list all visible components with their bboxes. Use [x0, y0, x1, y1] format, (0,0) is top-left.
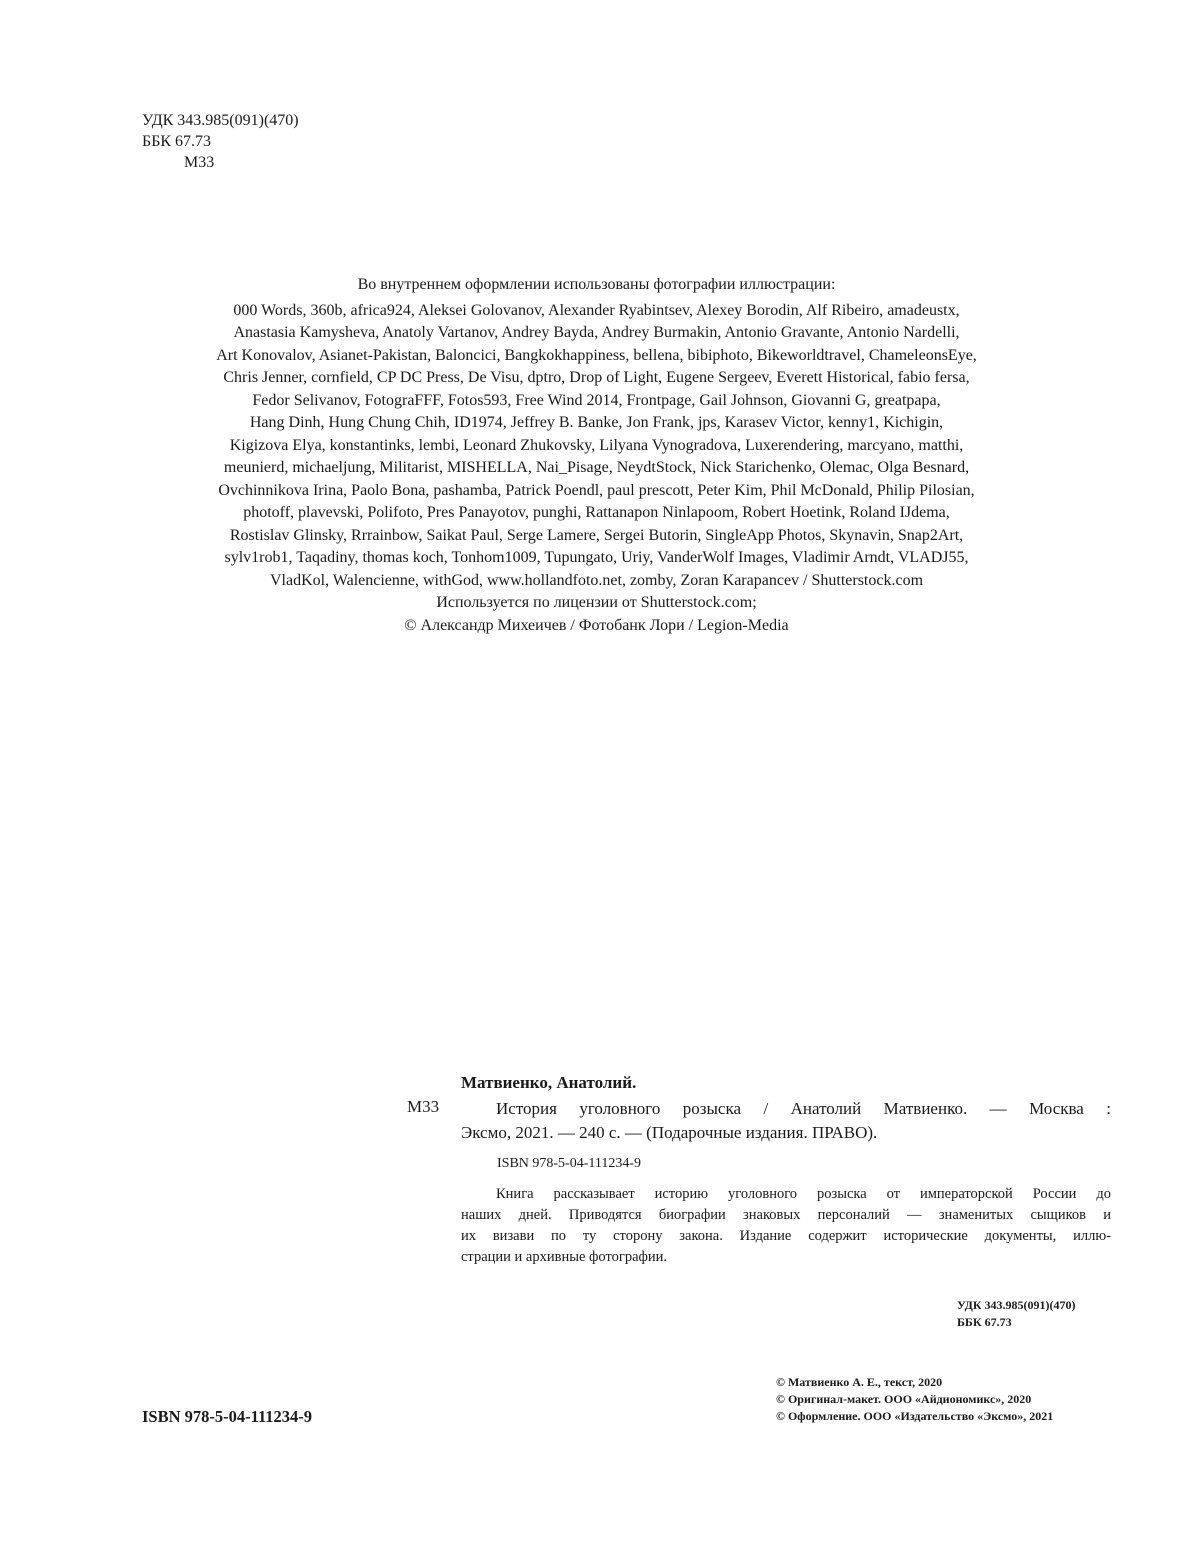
catalog-isbn: ISBN 978-5-04-111234-9 [497, 1156, 642, 1171]
photo-credits [150, 274, 1043, 637]
credits-license: Используется по лицензии от Shutterstock.com; [436, 594, 757, 611]
credits-line: Ovchinnikova Irina, Paolo Bona, pashamba, Patrick Poendl, paul prescott, Peter Kim, Phil McDonald, Philip Pilosian, [218, 481, 975, 499]
abstract-line: наших дней. Приводятся биографии знаковых персоналий — знаменитых сыщиков и [461, 1207, 1111, 1223]
header-author-code: М33 [184, 154, 215, 171]
abstract-line: Книга рассказывает историю уголовного розыска от императорской России до [496, 1186, 1111, 1202]
abstract-line: страции и архивные фотографии. [461, 1249, 668, 1265]
credits-line: meunierd, michaeljung, Militarist, MISHELLA, Nai_Pisage, NeydtStock, Nick Starichenko, Olemac, Olga Besnard, [223, 459, 970, 476]
catalog-udk: УДК 343.985(091)(470) [957, 1298, 1076, 1312]
catalog-classification [957, 1297, 1076, 1331]
credits-line: Chris Jenner, cornfield, CP DC Press, De Visu, dptro, Drop of Light, Eugene Sergeev, Everett Historical, fabio fersa, [223, 369, 970, 386]
credits-line: Rostislav Glinsky, Rrrainbow, Saikat Paul, Serge Lamere, Sergei Butorin, SingleApp Photos, Skynavin, Snap2Art, [229, 526, 964, 544]
header-udk: УДК 343.985(091)(470) [142, 112, 299, 129]
credits-copyright: © Александр Михеичев / Фотобанк Лори / Legion-Media [404, 616, 789, 634]
footer-copyrights [776, 1374, 1053, 1425]
credits-line: photoff, plavevski, Polifoto, Pres Panayotov, punghi, Rattanapon Ninlapoom, Robert Hoetink, Roland IJdema, [243, 504, 950, 521]
credits-line: Hang Dinh, Hung Chung Chih, ID1974, Jeffrey B. Banke, Jon Frank, jps, Karasev Victor, kenny1, Kichigin, [249, 414, 944, 431]
copyright-line: © Оригинал-макет. ООО «Айдиономикс», 2020 [776, 1392, 1032, 1406]
credits-line: Art Konovalov, Asianet-Pakistan, Baloncici, Bangkokhappiness, bellena, bibiphoto, Bikeworldtravel, ChameleonsEye, [216, 346, 977, 364]
credits-line: Kigizova Elya, konstantinks, lembi, Leonard Zhukovsky, Lilyana Vynogradova, Luxerendering, marcyano, matthi, [229, 436, 964, 454]
catalog-abstract [461, 1184, 1111, 1268]
credits-line: Fedor Selivanov, FotograFFF, Fotos593, Free Wind 2014, Frontpage, Gail Johnson, Giovanni G, greatpapa, [252, 391, 941, 409]
credits-line: Anastasia Kamysheva, Anatoly Vartanov, Andrey Bayda, Andrey Burmakin, Antonio Gravante, Antonio Nardelli, [233, 324, 960, 341]
credits-intro: Во внутреннем оформлении использованы фотографии иллюстрации: [357, 276, 836, 293]
catalog-bbk: ББК 67.73 [957, 1315, 1012, 1329]
catalog-author: Матвиенко, Анатолий. [461, 1073, 637, 1092]
footer-isbn: ISBN 978-5-04-111234-9 [142, 1407, 313, 1426]
copyright-line: © Матвиенко А. Е., текст, 2020 [776, 1375, 943, 1389]
credits-line: VladKol, Walencienne, withGod, www.hollandfoto.net, zomby, Zoran Karapancev / Shutterstock.com [269, 571, 924, 589]
catalog-author-code: М33 [407, 1097, 440, 1116]
header-classification [142, 110, 299, 173]
catalog-title [461, 1097, 1111, 1145]
credits-line: sylv1rob1, Taqadiny, thomas koch, Tonhom1009, Tupungato, Uriy, VanderWolf Images, Vladimir Arndt, VLADJ55, [224, 549, 969, 566]
abstract-line: их визави по ту сторону закона. Издание содержит исторические документы, иллю- [461, 1228, 1111, 1244]
credits-line: 000 Words, 360b, africa924, Aleksei Golovanov, Alexander Ryabintsev, Alexey Borodin, Alf Ribeiro, amadeustx, [233, 301, 960, 319]
copyright-line: © Оформление. ООО «Издательство «Эксмо», 2021 [776, 1409, 1054, 1423]
catalog-title-line: Эксмо, 2021. — 240 с. — (Подарочные издания. ПРАВО). [461, 1123, 878, 1142]
header-bbk: ББК 67.73 [142, 133, 212, 150]
catalog-title-line: История уголовного розыска / Анатолий Матвиенко. — Москва : [496, 1099, 1111, 1118]
